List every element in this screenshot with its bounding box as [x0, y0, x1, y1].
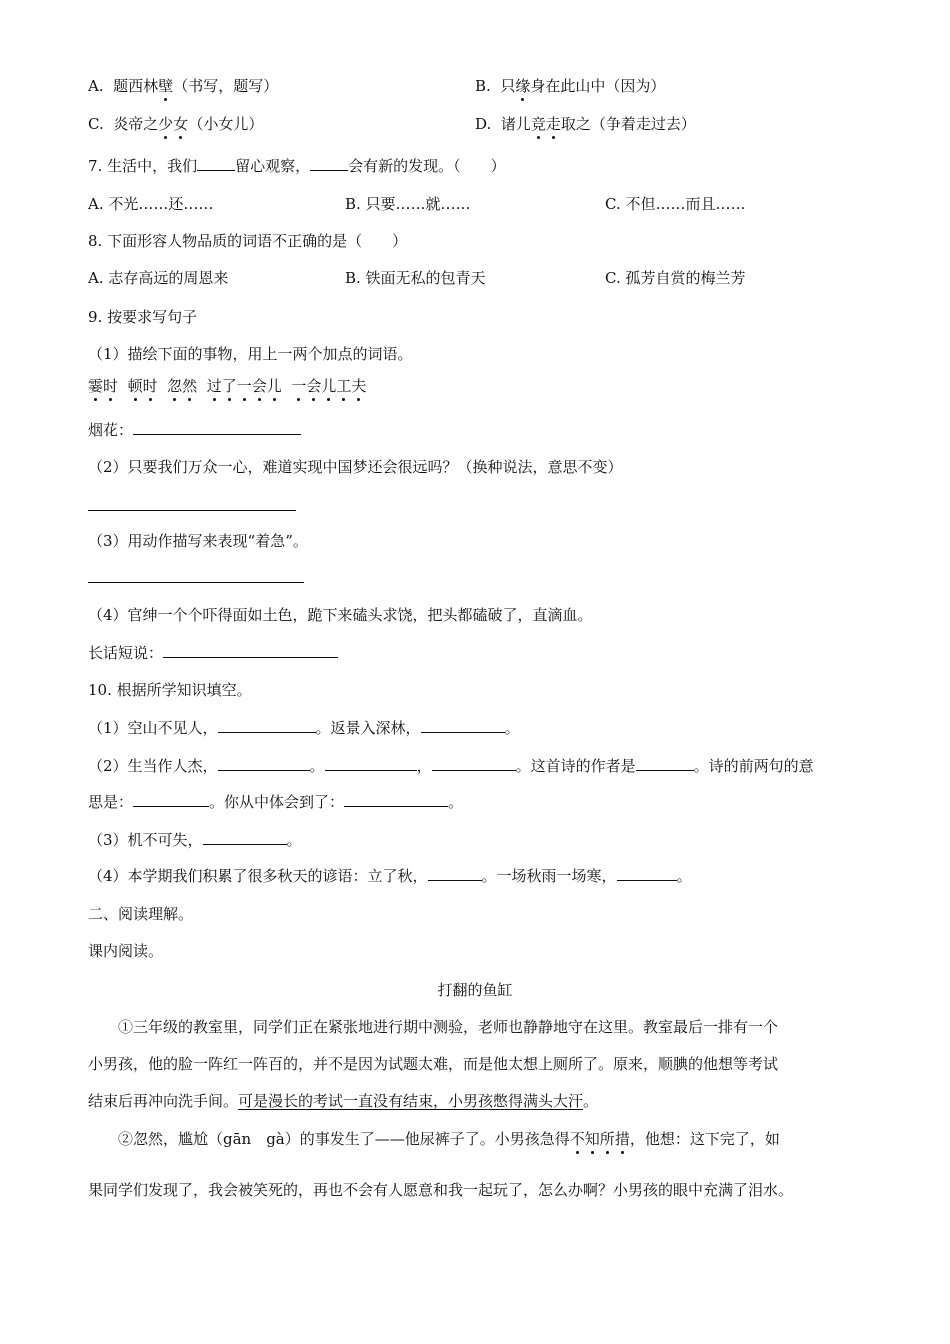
q7-option-b: B. 只要……就…… [345, 195, 471, 213]
paragraph-2-line-2: 果同学们发现了，我会被笑死的，再也不会有人愿意和我一起玩了，怎么办啊？小男孩的眼中充满了泪水。 [88, 1181, 794, 1199]
dotted-char: 女 [173, 115, 189, 133]
q8-option-c: C. 孤芳自赏的梅兰芳 [605, 269, 746, 287]
q6-option-c: C. 炎帝之少女（小女儿） [88, 115, 264, 133]
dotted-char: 走 [545, 115, 561, 133]
dotted-char: 时 [142, 377, 158, 395]
answer-blank[interactable] [163, 643, 338, 658]
q6-option-a: A. 题西林壁（书写，题写） [88, 77, 279, 95]
q10-title: 10. 根据所学知识填空。 [88, 681, 252, 699]
article-title: 打翻的鱼缸 [437, 981, 513, 999]
dotted-char: 一 [236, 377, 252, 395]
q8-option-a: A. 志存高远的周恩来 [88, 269, 229, 287]
dotted-char: 过 [206, 377, 222, 395]
q10-p4: （4）本学期我们积累了很多秋天的谚语：立了秋， 。一场秋雨一场寒， 。 [88, 867, 692, 885]
dotted-char: 了 [221, 377, 237, 395]
answer-blank[interactable] [133, 792, 209, 807]
dotted-char: 措 [614, 1130, 630, 1148]
dotted-char: 时 [103, 377, 119, 395]
q9-fireworks: 烟花： [88, 420, 301, 440]
dotted-char: 壁 [158, 77, 174, 95]
answer-blank[interactable] [325, 756, 417, 771]
paragraph-2-line-1: ②忽然，尴尬（gān gà）的事发生了——他尿裤子了。小男孩急得不知所措，他想：这下完了，如 [118, 1130, 780, 1148]
q9-sub2: （2）只要我们万众一心，难道实现中国梦还会很远吗？（换种说法，意思不变） [88, 458, 623, 476]
q10-p2-line1: （2）生当作人杰， 。 ， 。这首诗的作者是 。诗的前两句的意 [88, 757, 814, 775]
q9-dotted-words [88, 376, 366, 396]
q8-stem: 8. 下面形容人物品质的词语不正确的是（ ） [88, 232, 408, 250]
answer-blank[interactable] [344, 792, 448, 807]
q7-option-c: C. 不但……而且…… [605, 195, 746, 213]
answer-blank[interactable] [218, 756, 310, 771]
q7-option-a: A. 不光……还…… [88, 195, 214, 213]
answer-blank[interactable] [310, 156, 348, 171]
q10-p3: （3）机不可失， 。 [88, 831, 302, 849]
dotted-char: 所 [599, 1130, 615, 1148]
q6-option-b: B. 只缘身在此山中（因为） [475, 77, 666, 95]
paragraph-1-line-2: 小男孩，他的脸一阵红一阵百的，并不是因为试题太难，而是他太想上厕所了。原来，顺腆的他想等考试 [88, 1055, 779, 1073]
dotted-char: 知 [584, 1130, 600, 1148]
answer-blank[interactable] [428, 866, 482, 881]
answer-blank[interactable] [218, 718, 316, 733]
q9-sub4: （4）官绅一个个吓得面如土色，跪下来磕头求饶，把头都磕破了，直滴血。 [88, 606, 593, 624]
answer-blank[interactable] [636, 756, 694, 771]
q6-option-d: D. 诸儿竞走取之（争着走过去） [475, 115, 696, 133]
dotted-char: 霎 [88, 377, 104, 395]
dotted-char: 忽 [167, 377, 183, 395]
dotted-char: 一 [291, 377, 307, 395]
q7-stem: 7. 生活中，我们 留心观察， 会有新的发现。（ ） [88, 157, 506, 175]
answer-blank[interactable] [617, 866, 677, 881]
dotted-char: 竞 [530, 115, 546, 133]
q9-title: 9. 按要求写句子 [88, 308, 198, 326]
dotted-char: 少 [158, 115, 174, 133]
dotted-char: 夫 [351, 377, 367, 395]
answer-line[interactable] [88, 582, 304, 583]
answer-blank[interactable] [203, 830, 287, 845]
dotted-char: 然 [182, 377, 198, 395]
section-heading: 二、阅读理解。 [88, 905, 194, 923]
dotted-char: 儿 [266, 377, 282, 395]
dotted-char: 工 [336, 377, 352, 395]
section-subheading: 课内阅读。 [88, 942, 164, 960]
answer-blank[interactable] [432, 756, 516, 771]
q9-short: 长话短说： [88, 643, 338, 663]
q10-p1: （1）空山不见人， 。返景入深林， 。 [88, 719, 520, 737]
answer-blank[interactable] [197, 156, 235, 171]
dotted-char: 缘 [515, 77, 531, 95]
q9-sub1: （1）描绘下面的事物，用上一两个加点的词语。 [88, 345, 413, 363]
answer-blank[interactable] [421, 718, 505, 733]
answer-blank[interactable] [133, 420, 301, 435]
q9-sub3: （3）用动作描写来表现“着急”。 [88, 532, 308, 550]
dotted-char: 会 [306, 377, 322, 395]
dotted-char: 会 [251, 377, 267, 395]
paragraph-1-line-1: ①三年级的教室里，同学们正在紧张地进行期中测验，老师也静静地守在这里。教室最后一排有一个 [118, 1018, 779, 1036]
dotted-char: 顿 [127, 377, 143, 395]
q8-option-b: B. 铁面无私的包青天 [345, 269, 486, 287]
answer-line[interactable] [88, 510, 296, 511]
dotted-char: 不 [569, 1130, 585, 1148]
underlined-sentence: 可是漫长的考试一直没有结束，小男孩憋得满头大汗 [238, 1092, 584, 1110]
paragraph-1-line-3: 结束后再冲向洗手间。可是漫长的考试一直没有结束，小男孩憋得满头大汗。 [88, 1092, 599, 1110]
q10-p2-line2: 思是： 。你从中体会到了： 。 [88, 793, 464, 811]
dotted-char: 儿 [321, 377, 337, 395]
